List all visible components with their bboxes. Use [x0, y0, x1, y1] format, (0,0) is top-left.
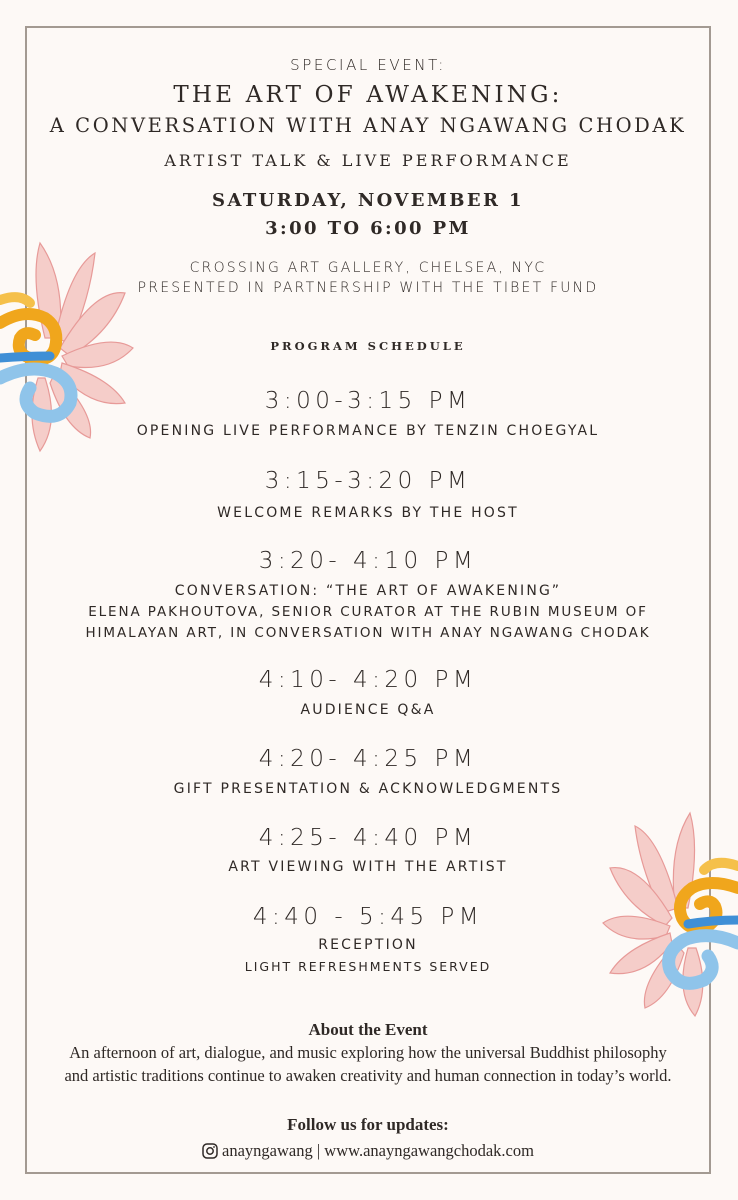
program-schedule-heading: PROGRAM SCHEDULE — [270, 339, 466, 353]
schedule-description: CONVERSATION: “THE ART OF AWAKENING” — [174, 583, 562, 599]
schedule-description: ART VIEWING WITH THE ARTIST — [228, 859, 508, 875]
about-text: An afternoon of art, dialogue, and music exploring how the universal Buddhist philosophy — [69, 1043, 667, 1062]
schedule-time: 3:00-3:15 PM — [264, 388, 472, 414]
schedule-time: 3:15-3:20 PM — [264, 468, 472, 494]
event-partner: PRESENTED IN PARTNERSHIP WITH THE TIBET FUND — [137, 280, 599, 296]
social-handle-link[interactable]: anayngawang | www.anayngawangchodak.com — [222, 1141, 534, 1160]
event-time: 3:00 TO 6:00 PM — [265, 218, 471, 239]
schedule-description: LIGHT REFRESHMENTS SERVED — [244, 959, 492, 974]
schedule-description: GIFT PRESENTATION & ACKNOWLEDGMENTS — [173, 781, 563, 797]
schedule-time: 3:20- 4:10 PM — [258, 548, 478, 574]
schedule-description: ELENA PAKHOUTOVA, SENIOR CURATOR AT THE RUBIN MUSEUM OF — [88, 604, 648, 620]
schedule-description: AUDIENCE Q&A — [300, 702, 436, 718]
schedule-time: 4:40 - 5:45 PM — [252, 904, 484, 930]
event-venue: CROSSING ART GALLERY, CHELSEA, NYC — [189, 260, 547, 276]
schedule-time: 4:10- 4:20 PM — [258, 667, 478, 693]
event-date: SATURDAY, NOVEMBER 1 — [212, 190, 524, 211]
event-kicker: SPECIAL EVENT: — [290, 56, 446, 74]
schedule-time: 4:20- 4:25 PM — [258, 746, 478, 772]
event-title: THE ART OF AWAKENING: — [173, 82, 563, 108]
instagram-icon[interactable] — [202, 1143, 218, 1159]
social-links[interactable] — [25, 1140, 711, 1162]
about-text: and artistic traditions continue to awaken creativity and human connection in today’s world. — [64, 1066, 672, 1085]
schedule-description: OPENING LIVE PERFORMANCE BY TENZIN CHOEGYAL — [136, 423, 600, 439]
follow-heading: Follow us for updates: — [287, 1115, 449, 1134]
about-heading: About the Event — [308, 1020, 428, 1039]
schedule-description: HIMALAYAN ART, IN CONVERSATION WITH ANAY NGAWANG CHODAK — [85, 625, 651, 641]
schedule-description: RECEPTION — [318, 937, 418, 953]
event-title-subline: A CONVERSATION WITH ANAY NGAWANG CHODAK — [49, 114, 687, 137]
event-subtitle: ARTIST TALK & LIVE PERFORMANCE — [164, 151, 572, 170]
schedule-time: 4:25- 4:40 PM — [258, 825, 478, 851]
schedule-description: WELCOME REMARKS BY THE HOST — [217, 505, 519, 521]
